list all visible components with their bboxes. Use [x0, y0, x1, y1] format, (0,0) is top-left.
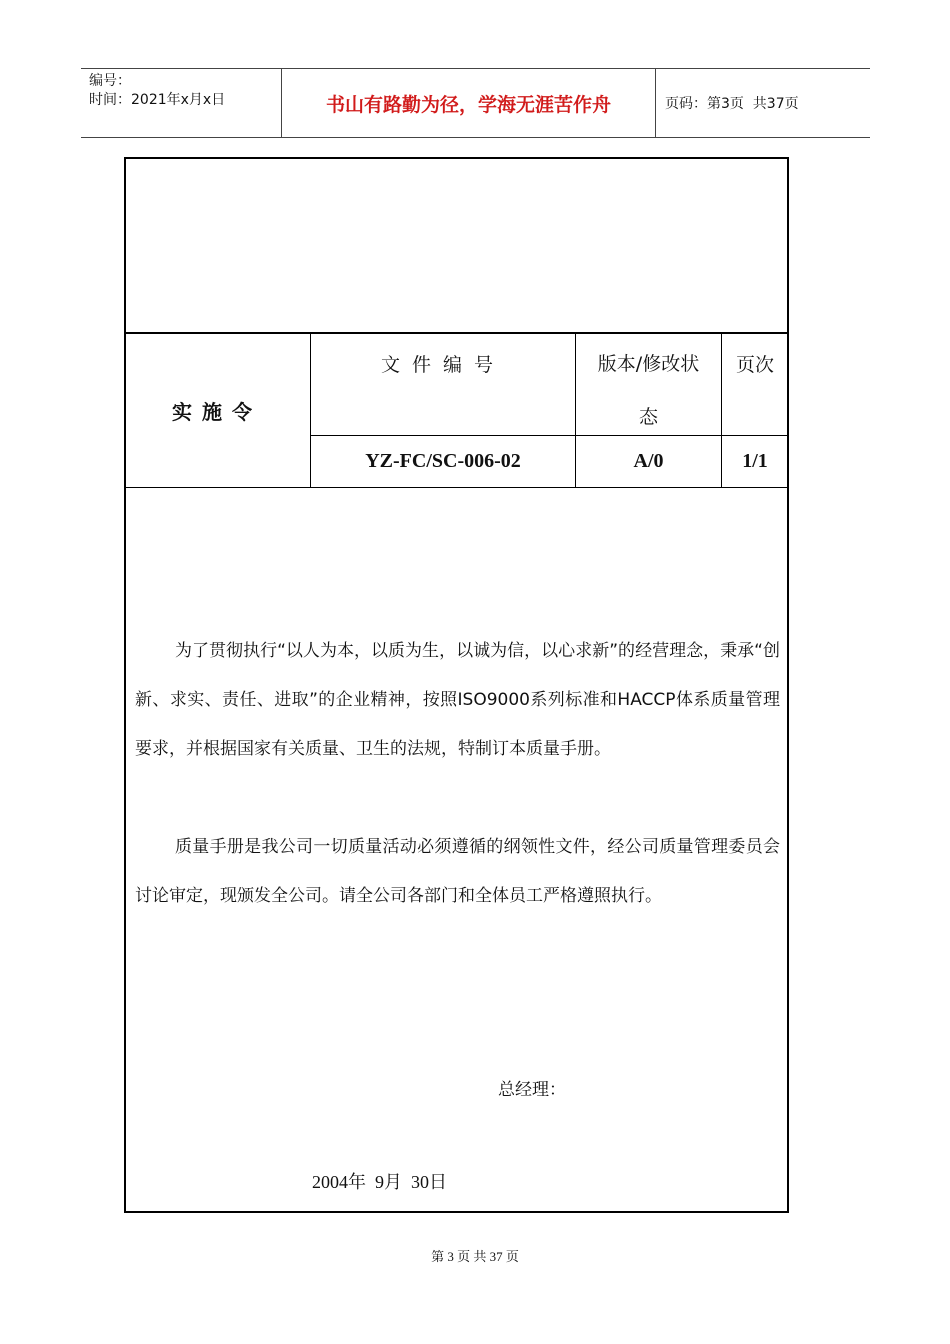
signature-label: 总经理：: [498, 1080, 566, 1100]
page-value: 1/1: [742, 450, 768, 472]
body-paragraph-1: 为了贯彻执行“以人为本，以质为生，以诚为信，以心求新”的经营理念，秉承“创新、求实、责任、进取”的企业精神，按照ISO9000系列标准和HACCP体系质量管理要求，并根据国家有关质量、卫生的法规，特制订本质量手册。: [135, 641, 780, 759]
header-page-info-text: 页码：第3页 共37页: [665, 96, 799, 112]
body-paragraph-2: 质量手册是我公司一切质量活动必须遵循的纲领性文件，经公司质量管理委员会讨论审定，现颁发全公司。请全公司各部门和全体员工严格遵照执行。: [135, 837, 780, 906]
page-header-cell: 页次: [735, 354, 774, 376]
document-number-label: 编号：: [89, 73, 131, 89]
doc-number-header: 文件编号: [380, 354, 505, 376]
header-motto: 书山有路勤为径，学海无涯苦作舟: [281, 69, 656, 137]
document-time-label: 时间：2021年x月x日: [89, 92, 226, 108]
table-bottom-rule: [124, 487, 789, 488]
page-footer: 第 3 页 共 37 页: [431, 1249, 519, 1264]
document-date: 2004年 9月 30日: [312, 1172, 447, 1192]
implementation-order-label: 实施令: [172, 400, 262, 424]
header-page-info: [655, 69, 870, 137]
version-value: A/0: [633, 450, 664, 472]
version-header: 版本/修改状 态: [597, 353, 700, 428]
doc-number-value: YZ-FC/SC-006-02: [365, 450, 521, 472]
header-meta: [81, 69, 281, 137]
page-header: [81, 68, 870, 138]
